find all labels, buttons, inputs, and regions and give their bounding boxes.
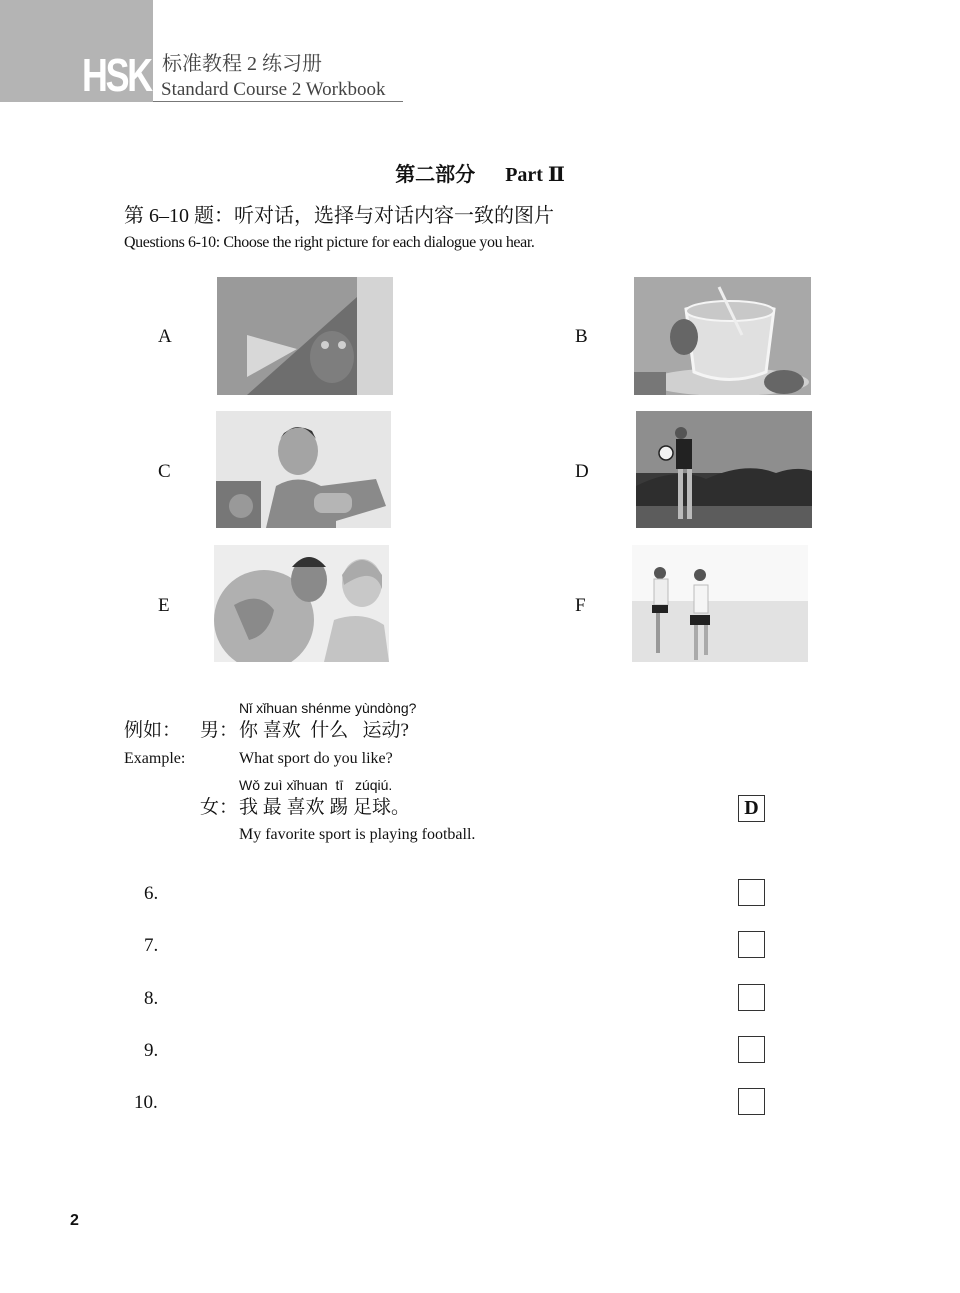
option-letter-a: A bbox=[158, 326, 172, 347]
option-letter-c: C bbox=[158, 461, 171, 482]
example-english-2: My favorite sport is playing football. bbox=[239, 826, 476, 843]
example-pinyin-1: Nǐ xǐhuan shénme yùndòng? bbox=[239, 700, 417, 716]
example-speaker-male: 男： bbox=[200, 720, 239, 741]
question-number-6: 6. bbox=[144, 883, 159, 904]
example-label-cn: 例如： bbox=[124, 720, 182, 741]
option-letter-d: D bbox=[575, 461, 589, 482]
hsk-logo: HSK bbox=[82, 49, 151, 101]
example-speaker-female: 女： bbox=[200, 797, 239, 818]
example-hanzi-2: 我 最 喜欢 踢 足球。 bbox=[239, 797, 411, 818]
picture-c-man-watch bbox=[216, 411, 391, 528]
option-letter-f: F bbox=[575, 595, 586, 616]
question-number-10: 10. bbox=[134, 1092, 158, 1113]
header-underline bbox=[153, 101, 403, 102]
example-english-1: What sport do you like? bbox=[239, 750, 393, 767]
option-letter-e: E bbox=[158, 595, 170, 616]
example-hanzi-1: 你 喜欢 什么 运动? bbox=[239, 720, 409, 741]
answer-box-9[interactable] bbox=[738, 1036, 765, 1063]
question-number-7: 7. bbox=[144, 935, 159, 956]
section-title-en: Part Ⅱ bbox=[505, 164, 565, 186]
section-title-cn: 第二部分 bbox=[395, 164, 476, 186]
picture-e-globe bbox=[214, 545, 389, 662]
answer-box-6[interactable] bbox=[738, 879, 765, 906]
picture-d-football bbox=[636, 411, 812, 528]
answer-box-8[interactable] bbox=[738, 984, 765, 1011]
question-number-9: 9. bbox=[144, 1040, 159, 1061]
example-answer-box: D bbox=[738, 795, 765, 822]
answer-box-10[interactable] bbox=[738, 1088, 765, 1115]
picture-f-beach-run bbox=[632, 545, 808, 662]
instruction-cn: 第 6–10 题：听对话，选择与对话内容一致的图片 bbox=[124, 205, 554, 227]
answer-box-7[interactable] bbox=[738, 931, 765, 958]
picture-b-tea bbox=[634, 277, 811, 395]
book-title-en: Standard Course 2 Workbook bbox=[161, 79, 386, 100]
question-number-8: 8. bbox=[144, 988, 159, 1009]
example-pinyin-2: Wǒ zuì xǐhuan tī zúqiú. bbox=[239, 777, 393, 793]
option-letter-b: B bbox=[575, 326, 588, 347]
picture-a-cat bbox=[217, 277, 393, 395]
book-title-cn: 标准教程 2 练习册 bbox=[162, 53, 322, 75]
page-number: 2 bbox=[70, 1212, 79, 1229]
example-label-en: Example: bbox=[124, 750, 186, 767]
instruction-en: Questions 6-10: Choose the right picture for each dialogue you hear. bbox=[124, 234, 535, 251]
section-title bbox=[0, 158, 960, 187]
